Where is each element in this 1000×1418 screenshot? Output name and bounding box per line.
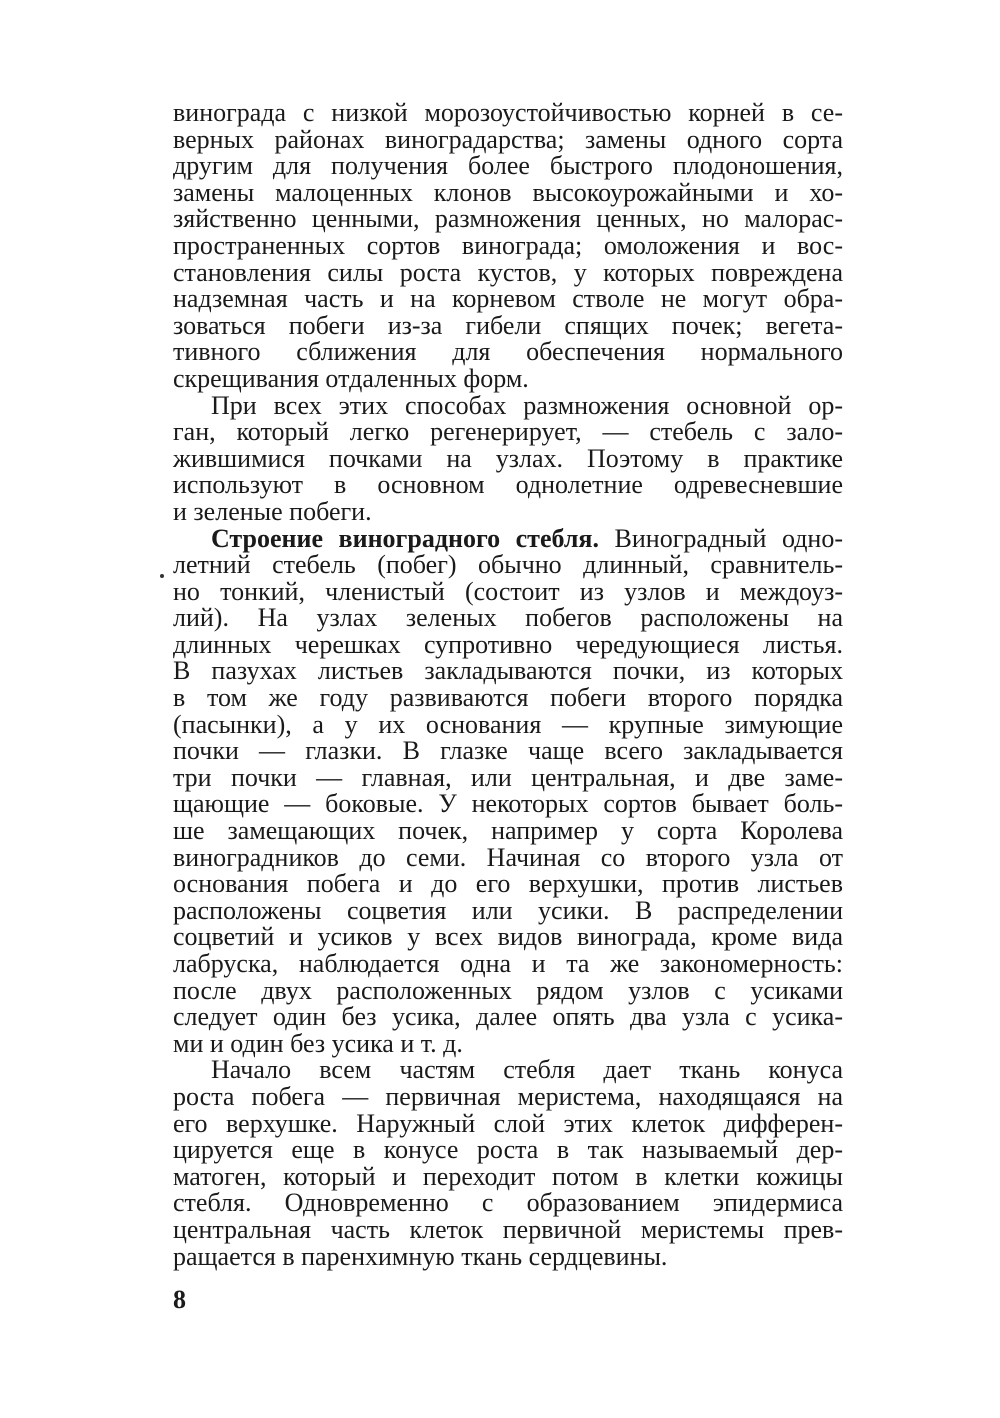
heading-line-rest: Виноградный одно- bbox=[599, 523, 843, 553]
text-line: почки — глазки. В глазке чаще всего закладывается bbox=[173, 736, 843, 766]
text-line: пространенных сортов винограда; омоложения и вос- bbox=[173, 230, 843, 260]
text-line bbox=[173, 523, 843, 553]
text-line: жившимися почками на узлах. Поэтому в практике bbox=[173, 443, 843, 473]
margin-mark bbox=[160, 574, 164, 578]
text-line: расположены соцветия или усики. В распределении bbox=[173, 895, 843, 925]
text-line: три почки — главная, или центральная, и две заме- bbox=[173, 762, 843, 792]
text-line: летний стебель (побег) обычно длинный, сравнитель- bbox=[173, 550, 843, 580]
text-line: надземная часть и на корневом стволе не могут обра- bbox=[173, 284, 843, 314]
text-line: ган, который легко регенерирует, — стебель с зало- bbox=[173, 417, 843, 447]
text-line: стебля. Одновременно с образованием эпидермиса bbox=[173, 1188, 843, 1218]
text-line: используют в основном однолетние одревесневшие bbox=[173, 470, 843, 500]
text-line: в том же году развиваются побеги второго порядка bbox=[173, 683, 843, 713]
text-line: ращается в паренхимную ткань сердцевины. bbox=[173, 1241, 668, 1271]
text-line: зяйственно ценными, размножения ценных, но малорас- bbox=[173, 204, 843, 234]
text-line: винограда с низкой морозоустойчивостью корней в се- bbox=[173, 98, 843, 127]
paragraph-3 bbox=[173, 523, 843, 1058]
text-line: замены малоценных клонов высокоурожайными и хо- bbox=[173, 177, 843, 207]
body-text bbox=[173, 100, 843, 1270]
text-line: соцветий и усиков у всех видов винограда, кроме вида bbox=[173, 922, 843, 952]
text-line: но тонкий, членистый (состоит из узлов и междоуз- bbox=[173, 576, 843, 606]
text-line: щающие — боковые. У некоторых сортов бывает боль- bbox=[173, 789, 843, 819]
text-line: зоваться побеги из-за гибели спящих почек; вегета- bbox=[173, 310, 843, 340]
page-number: 8 bbox=[173, 1285, 186, 1314]
text-line: лий). На узлах зеленых побегов расположены на bbox=[173, 603, 843, 633]
paragraph-2 bbox=[173, 390, 843, 526]
text-line: скрещивания отдаленных форм. bbox=[173, 363, 529, 393]
text-line: верных районах виноградарства; замены одного сорта bbox=[173, 124, 843, 154]
text-line: В пазухах листьев закладываются почки, из которых bbox=[173, 656, 843, 686]
text-line: другим для получения более быстрого плодоношения, bbox=[173, 151, 843, 181]
text-line: длинных черешках супротивно чередующиеся листья. bbox=[173, 629, 843, 659]
text-line: центральная часть клеток первичной меристемы прев- bbox=[173, 1214, 843, 1244]
text-line: после двух расположенных рядом узлов с усиками bbox=[173, 975, 843, 1005]
text-line: тивного сближения для обеспечения нормального bbox=[173, 337, 843, 367]
paragraph-1 bbox=[173, 100, 843, 393]
text-line: цируется еще в конусе роста в так называемый дер- bbox=[173, 1135, 843, 1165]
text-line: матоген, который и переходит потом в клетки кожицы bbox=[173, 1161, 843, 1191]
section-heading: Строение виноградного стебля. bbox=[211, 523, 599, 553]
text-line: При всех этих способах размножения основной ор- bbox=[211, 390, 843, 420]
text-line: (пасынки), а у их основания — крупные зимующие bbox=[173, 709, 843, 739]
text-line: и зеленые побеги. bbox=[173, 496, 372, 526]
text-line: становления силы роста кустов, у которых повреждена bbox=[173, 257, 843, 287]
text-line: следует один без усика, далее опять два узла с усика- bbox=[173, 1002, 843, 1032]
text-line: его верхушке. Наружный слой этих клеток дифферен- bbox=[173, 1108, 843, 1138]
text-line: лабруска, наблюдается одна и та же закономерность: bbox=[173, 949, 843, 978]
paragraph-4 bbox=[173, 1057, 843, 1270]
text-line: роста побега — первичная меристема, находящаяся на bbox=[173, 1081, 843, 1111]
text-line: виноградников до семи. Начиная со второго узла от bbox=[173, 842, 843, 872]
text-line: основания побега и до его верхушки, против листьев bbox=[173, 869, 843, 899]
text-line: ше замещающих почек, например у сорта Королева bbox=[173, 816, 843, 846]
text-line: Начало всем частям стебля дает ткань конуса bbox=[211, 1055, 843, 1085]
text-line: ми и один без усика и т. д. bbox=[173, 1028, 463, 1058]
